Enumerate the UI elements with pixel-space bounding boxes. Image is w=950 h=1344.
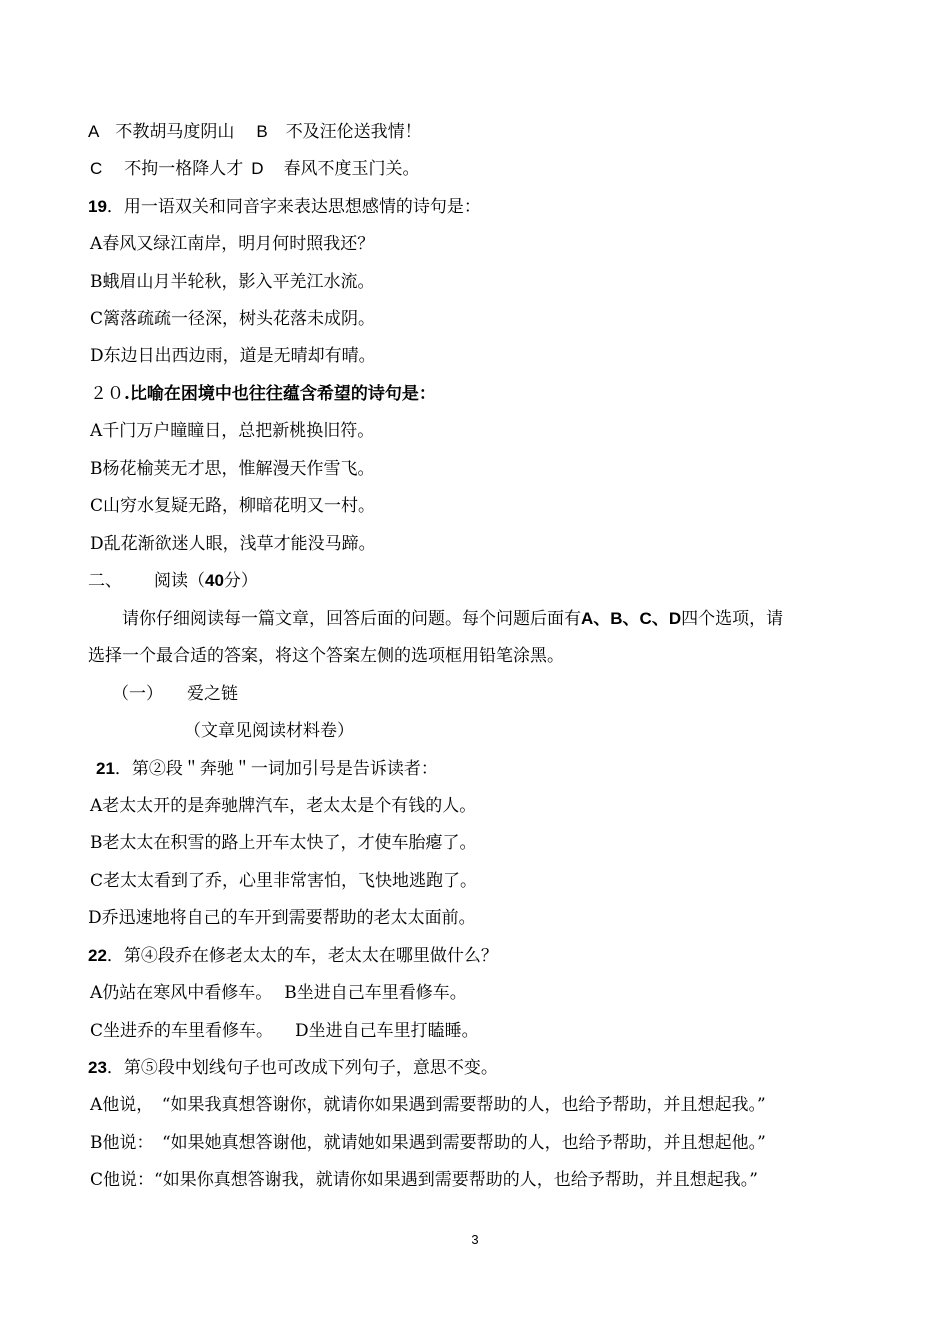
q19-option-c: C篱落疏疏一径深，树头花落未成阴。 — [90, 309, 376, 329]
q23-option-a: A他说， “如果我真想答谢你，就请你如果遇到需要帮助的人，也给予帮助，并且想起我。” — [90, 1095, 766, 1115]
section2-score: 40 — [205, 571, 224, 590]
q19-option-a: A春风又绿江南岸，明月何时照我还？ — [90, 234, 375, 254]
q18-option-b-letter: B — [256, 122, 268, 141]
section2-suffix: 分） — [223, 571, 258, 591]
q20-option-a: A千门万户瞳瞳日，总把新桃换旧符。 — [90, 421, 375, 441]
q22-number: 22 — [88, 946, 107, 965]
q22-option-a: A仍站在寒风中看修车。 — [90, 983, 273, 1003]
q19-stem — [88, 195, 481, 219]
q20-option-d: D乱花渐欲迷人眼，浅草才能没马蹄。 — [90, 534, 376, 554]
q18-options-cd — [90, 157, 420, 181]
instruction-letters: A、B、C、D — [581, 609, 682, 628]
page-number: 3 — [471, 1232, 479, 1247]
instruction-text-1b: 四个选项，请 — [681, 609, 784, 629]
q23-option-c: C他说：“如果你真想答谢我，就请你如果遇到需要帮助的人，也给予帮助，并且想起我。” — [90, 1170, 758, 1190]
passage-title: 爱之链 — [187, 684, 238, 704]
q22-option-b: B坐进自己车里看修车。 — [284, 983, 467, 1003]
q20-stem-text: .比喻在困境中也往往蕴含希望的诗句是： — [124, 384, 436, 404]
passage-label: （一） — [112, 684, 163, 704]
q18-option-a-text: 不教胡马度阴山 — [115, 122, 235, 142]
q23-stem-text: ．第⑤段中划线句子也可改成下列句子，意思不变。 — [106, 1058, 498, 1078]
q21-stem — [96, 757, 438, 781]
q21-option-b: B老太太在积雪的路上开车太快了，才使车胎瘪了。 — [90, 833, 477, 853]
q22-stem-text: ．第④段乔在修老太太的车，老太太在哪里做什么？ — [106, 946, 498, 966]
q19-option-d: D东边日出西边雨，道是无晴却有晴。 — [90, 346, 376, 366]
q23-stem — [88, 1056, 498, 1080]
q18-option-c-text: 不拘一格降人才 — [124, 159, 244, 179]
section2-instruction-line2: 选择一个最合适的答案，将这个答案左侧的选项框用铅笔涂黑。 — [88, 646, 564, 666]
q20-option-c: C山穷水复疑无路，柳暗花明又一村。 — [90, 496, 376, 516]
section2-instruction-line1 — [122, 607, 783, 631]
q18-option-b-text: 不及汪伦送我情！ — [285, 122, 422, 142]
q22-option-c: C坐进乔的车里看修车。 — [90, 1021, 274, 1041]
q23-number: 23 — [88, 1058, 107, 1077]
passage-note: （文章见阅读材料卷） — [184, 721, 354, 741]
q22-options-cd — [90, 1019, 479, 1043]
q23-option-b: B他说： “如果她真想答谢他，就请她如果遇到需要帮助的人，也给予帮助，并且想起他。” — [90, 1133, 766, 1153]
q18-option-d-text: 春风不度玉门关。 — [283, 159, 420, 179]
q19-number: 19 — [88, 197, 107, 216]
instruction-text-1a: 请你仔细阅读每一篇文章，回答后面的问题。每个问题后面有 — [122, 609, 581, 629]
q19-stem-text: ．用一语双关和同音字来表达思想感情的诗句是： — [106, 197, 481, 217]
q21-option-d: D乔迅速地将自己的车开到需要帮助的老太太面前。 — [88, 908, 476, 928]
q22-option-d: D坐进自己车里打瞌睡。 — [295, 1021, 479, 1041]
q21-option-a: A老太太开的是奔驰牌汽车，老太太是个有钱的人。 — [90, 796, 477, 816]
q21-number: 21 — [96, 759, 115, 778]
q22-options-ab — [90, 981, 467, 1005]
section2-heading — [88, 569, 258, 593]
q18-option-c-letter: C — [90, 159, 103, 178]
passage-heading — [112, 682, 238, 706]
q20-option-b: B杨花榆荚无才思，惟解漫天作雪飞。 — [90, 459, 375, 479]
section2-prefix: 二、 — [88, 571, 122, 591]
section2-title: 阅读（ — [154, 571, 205, 591]
q18-option-a-letter: A — [88, 122, 100, 141]
q22-stem — [88, 944, 498, 968]
q20-stem — [90, 382, 436, 406]
q21-stem-text: ．第②段＂奔驰＂一词加引号是告诉读者： — [114, 759, 438, 779]
q21-option-c: C老太太看到了乔，心里非常害怕，飞快地逃跑了。 — [90, 871, 478, 891]
q19-option-b: B蛾眉山月半轮秋，影入平羌江水流。 — [90, 272, 375, 292]
q18-option-d-letter: D — [251, 159, 264, 178]
q20-number: ２０ — [90, 384, 124, 404]
q18-options-ab — [88, 120, 422, 144]
